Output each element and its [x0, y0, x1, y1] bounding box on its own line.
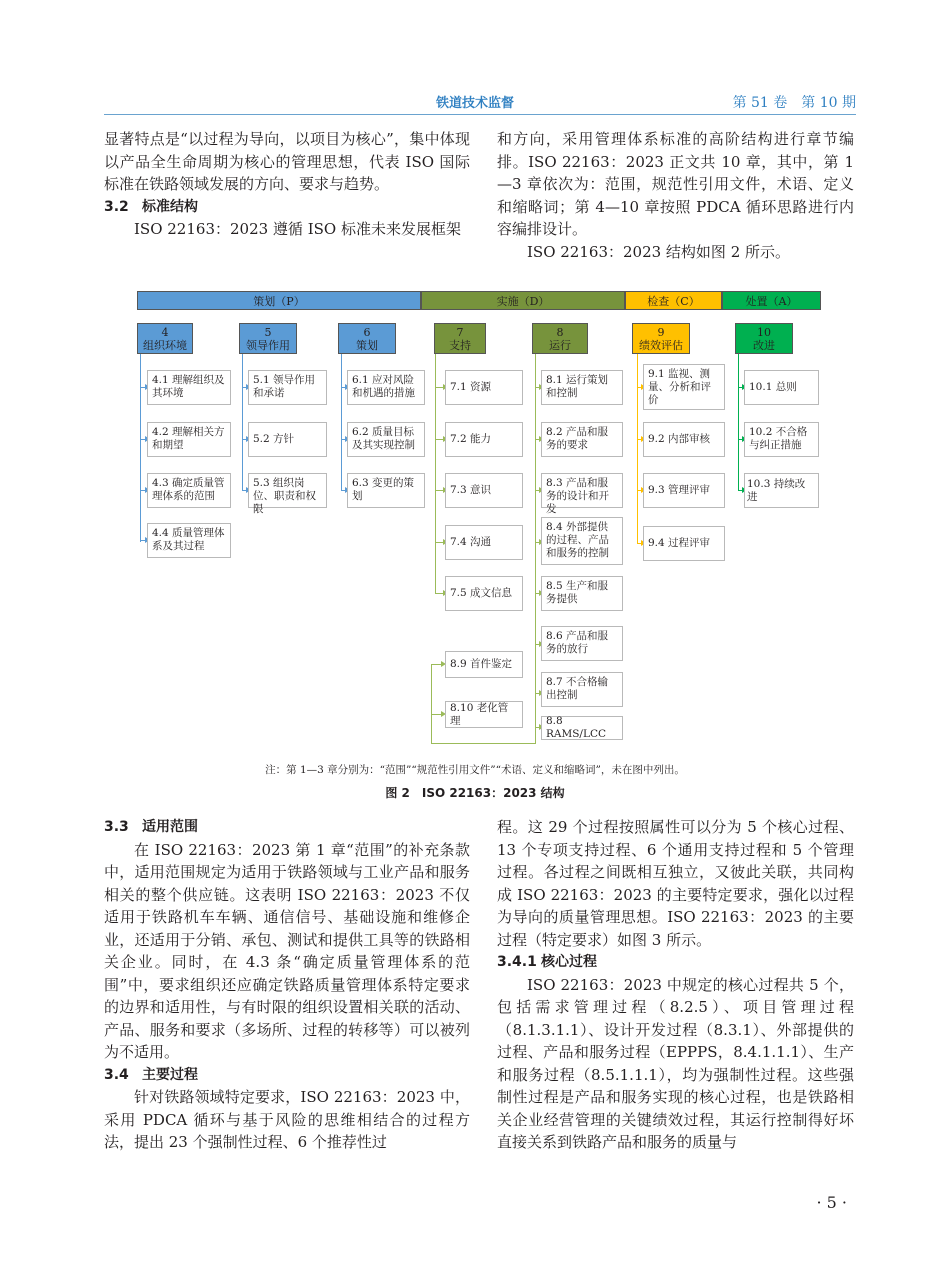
item-8-7: 8.7 不合格输出控制: [541, 672, 623, 707]
figure-note: 注：第 1—3 章分别为：“范围”“规范性引用文件”“术语、定义和缩略词”，未在图中列出。: [265, 764, 685, 776]
phase-plan: 策划（P）: [137, 291, 421, 310]
item-7-5: 7.5 成文信息: [445, 576, 523, 611]
phase-do: 实施（D）: [421, 291, 625, 310]
item-4-1: 4.1 理解组织及其环境: [147, 370, 231, 405]
bottom-right-column: [497, 816, 854, 1154]
item-4-4: 4.4 质量管理体系及其过程: [147, 523, 231, 558]
item-8-8: 8.8 RAMS/LCC: [541, 716, 623, 740]
connector-line: [242, 354, 243, 491]
connector-line: [431, 743, 536, 744]
item-7-4: 7.4 沟通: [445, 525, 523, 560]
item-7-1: 7.1 资源: [445, 370, 523, 405]
item-8-3: 8.3 产品和服务的设计和开发: [541, 473, 623, 508]
item-9-2: 9.2 内部审核: [643, 422, 725, 457]
item-9-4: 9.4 过程评审: [643, 526, 725, 561]
item-8-9: 8.9 首件鉴定: [445, 651, 523, 678]
item-10-2: 10.2 不合格与纠正措施: [744, 422, 819, 457]
section-heading-3-2: 3.2 标准结构: [104, 198, 198, 215]
connector-line: [637, 354, 638, 544]
chapter-8: 8 运行: [532, 323, 588, 354]
structure-diagram: [137, 291, 821, 746]
section-heading-3-3: 3.3 适用范围: [104, 819, 198, 835]
item-5-2: 5.2 方针: [248, 422, 327, 457]
chapter-6: 6 策划: [338, 323, 396, 354]
item-8-10: 8.10 老化管理: [445, 701, 523, 728]
paragraph: 在 ISO 22163：2023 第 1 章“范围”的补充条款中，适用范围规定为适用于铁路领域与工业产品和服务相关的整个供应链。这表明 ISO 22163：2023 不仅适用于铁路机车车辆、通信信号、基础设施和维修企业，还适用于分销、承包、测试和提供工具等的铁路相关企业。同时，在 4.3 条“确定质量管理体系的范围”中，要求组织还应确定铁路质量管理体系特定要求的边界和适用性，与有时限的组织设置相关联的活动、产品、服务和要求（多场所、过程的转移等）可以被列为不适用。: [104, 840, 470, 1061]
connector-line: [431, 664, 432, 744]
item-10-3: 10.3 持续改进: [744, 473, 819, 508]
item-4-3: 4.3 确定质量管理体系的范围: [147, 473, 231, 508]
figure-caption: 图 2 ISO 22163：2023 结构: [385, 786, 565, 800]
paragraph: ISO 22163：2023 结构如图 2 所示。: [527, 242, 791, 261]
page-number: · 5 ·: [816, 1193, 847, 1212]
item-6-1: 6.1 应对风险和机遇的措施: [347, 370, 425, 405]
paragraph: 和方向，采用管理体系标准的高阶结构进行章节编排。ISO 22163：2023 正文共 10 章，其中，第 1—3 章依次为：范围，规范性引用文件，术语、定义和缩略词；第 4—10 章按照 PDCA 循环思路进行内容编排设计。: [497, 130, 854, 238]
chapter-7: 7 支持: [434, 323, 486, 354]
paragraph: 显著特点是“以过程为导向，以项目为核心”，集中体现以产品全生命周期为核心的管理思想，代表 ISO 国际标准在铁路领域发展的方向、要求与趋势。: [104, 130, 470, 193]
bottom-left-column: [104, 816, 470, 1154]
connector-line: [738, 354, 739, 491]
paragraph: 程。这 29 个过程按照属性可以分为 5 个核心过程、13 个专项支持过程、6 个通用支持过程和 5 个管理过程。各过程之间既相互独立，又彼此关联，共同构成 ISO 22163：2023 的主要特定要求，强化以过程为导向的质量管理思想。ISO 22163：2023 的主要过程（特定要求）如图 3 所示。: [497, 818, 854, 949]
running-header: [104, 88, 856, 115]
paragraph: ISO 22163：2023 中规定的核心过程共 5 个，包括需求管理过程（8.2.5）、项目管理过程（8.1.3.1.1）、设计开发过程（8.3.1）、外部提供的过程、产品和服务过程（EPPPS，8.4.1.1.1）、生产和服务过程（8.5.1.1.1），均为强制性过程。这些强制性过程是产品和服务实现的核心过程，也是铁路相关企业经营管理的关键绩效过程，其运行控制得好坏直接关系到铁路产品和服务的质量与: [497, 975, 854, 1151]
connector-line: [535, 354, 536, 744]
section-heading-3-4-1: 3.4.1 核心过程: [497, 954, 597, 970]
top-right-column: [497, 128, 854, 263]
connector-line: [435, 354, 436, 593]
item-4-2: 4.2 理解相关方和期望: [147, 422, 231, 457]
item-8-5: 8.5 生产和服务提供: [541, 576, 623, 611]
phase-check: 检查（C）: [625, 291, 722, 310]
journal-name: 铁道技术监督: [436, 96, 515, 111]
item-10-1: 10.1 总则: [744, 370, 819, 405]
item-8-6: 8.6 产品和服务的放行: [541, 626, 623, 661]
item-5-1: 5.1 领导作用和承诺: [248, 370, 327, 405]
item-8-2: 8.2 产品和服务的要求: [541, 422, 623, 457]
chapter-5: 5 领导作用: [239, 323, 297, 354]
top-left-column: [104, 128, 470, 241]
chapter-10: 10 改进: [735, 323, 793, 354]
item-9-3: 9.3 管理评审: [643, 473, 725, 508]
item-6-2: 6.2 质量目标及其实现控制: [347, 422, 425, 457]
issue-label: 第 51 卷 第 10 期: [732, 95, 856, 111]
section-heading-3-4: 3.4 主要过程: [104, 1066, 198, 1083]
item-7-2: 7.2 能力: [445, 422, 523, 457]
item-8-1: 8.1 运行策划和控制: [541, 370, 623, 405]
item-7-3: 7.3 意识: [445, 473, 523, 508]
item-9-1: 9.1 监视、测量、分析和评价: [643, 364, 725, 410]
paragraph: 针对铁路领域特定要求，ISO 22163：2023 中，采用 PDCA 循环与基于风险的思维相结合的过程方法，提出 23 个强制性过程、6 个推荐性过: [104, 1088, 470, 1151]
connector-line: [140, 354, 141, 542]
item-8-4: 8.4 外部提供的过程、产品和服务的控制: [541, 517, 623, 565]
item-6-3: 6.3 变更的策划: [347, 473, 425, 508]
connector-line: [341, 354, 342, 491]
chapter-9: 9 绩效评估: [632, 323, 690, 354]
paragraph: ISO 22163：2023 遵循 ISO 标准未来发展框架: [134, 220, 461, 238]
chapter-4: 4 组织环境: [137, 323, 193, 354]
item-5-3: 5.3 组织岗位、职责和权限: [248, 473, 327, 508]
phase-act: 处置（A）: [722, 291, 821, 310]
